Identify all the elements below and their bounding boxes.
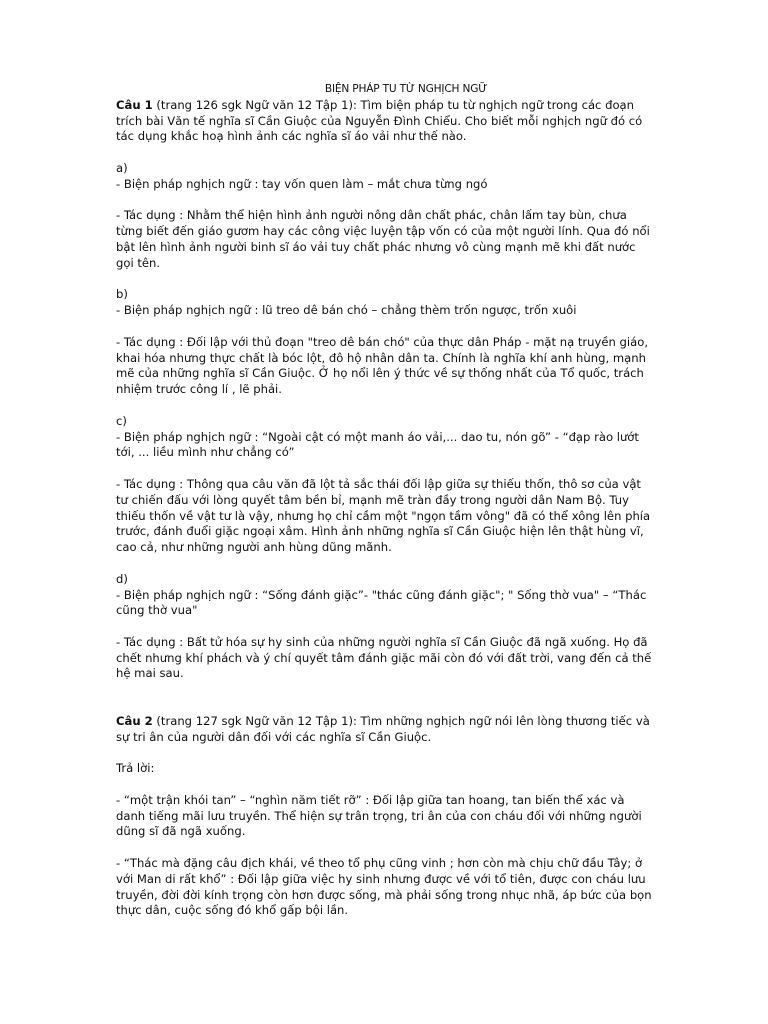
question-2-text: (trang 127 sgk Ngữ văn 12 Tập 1): Tìm những nghịch ngữ nói lên lòng thương tiếc và sự tri ân của người dân đối với các nghĩa sĩ Cần Giuộc.	[116, 713, 650, 744]
question-1-label: Câu 1	[116, 97, 153, 112]
part-a-effect: - Tác dụng : Nhằm thể hiện hình ảnh người nông dân chất phác, chân lấm tay bùn, chưa từng biết đến giáo gươm hay các công việc luyện tập vốn có của một người lính. Qua đó nổi bật lên hình ảnh người binh sĩ áo vải tuy chất phác nhưng vô cùng mạnh mẽ khi đất nước gọi tên.	[116, 208, 650, 270]
part-c-label: c)	[116, 413, 127, 428]
part-d-label: d)	[116, 571, 128, 586]
part-b-effect: - Tác dụng : Đối lập với thủ đoạn "treo dê bán chó" của thực dân Pháp - mặt nạ truyền giáo, khai hóa nhưng thực chất là bóc lột, đô hộ nhân dân ta. Chính là nghĩa khí anh hùng, mạnh mẽ của những nghĩa sĩ Cần Giuộc. Ở họ nổi lên ý thức về sự thống nhất của Tổ quốc, trách nhiệm trước công lí , lẽ phải.	[116, 334, 649, 397]
part-a-device: - Biện pháp nghịch ngữ : tay vốn quen làm – mắt chưa từng ngó	[116, 176, 488, 191]
part-c-effect: - Tác dụng : Thông qua câu văn đã lột tả sắc thái đối lập giữa sự thiếu thốn, thô sơ của vật tư chiến đấu với lòng quyết tâm bền bỉ, mạnh mẽ tràn đầy trong người dân Nam Bộ. Tuy thiếu thốn về vật tư là vậy, nhưng họ chỉ cầm một "ngọn tầm vông" đã có thể xông lên phía trước, đánh đuổi giặc ngoại xâm. Hình ảnh những nghĩa sĩ Cần Giuộc hiện lên thật hùng vĩ, cao cả, như những người anh hùng dũng mãnh.	[116, 476, 651, 555]
part-c-device: - Biện pháp nghịch ngữ : “Ngoài cật có một manh áo vải,... dao tu, nón gõ” - “đạp rào lướt tới, ... liều mình như chẳng có”	[116, 429, 639, 460]
part-d-effect: - Tác dụng : Bất tử hóa sự hy sinh của những người nghĩa sĩ Cần Giuộc đã ngã xuống. Họ đã chết nhưng khí phách và ý chí quyết tâm đánh giặc mãi còn đó với đất trời, vang đến cả thế hệ mai sau.	[116, 634, 652, 681]
question-2-prompt	[116, 714, 656, 746]
answer-item-2: - “Thác mà đặng câu địch khái, về theo tổ phụ cũng vinh ; hơn còn mà chịu chữ đầu Tây; ở với Man di rất khổ” : Đối lập giữa việc hy sinh nhưng được về với tổ tiên, được con cháu lưu truyền, đời đời kính trọng còn hơn được sống, mà phải sống trong nhục nhã, áp bức của bọn thực dân, cuộc sống đó khổ gấp bội lần.	[116, 856, 652, 918]
document-page	[116, 82, 656, 919]
answer-item-1: - “một trận khói tan” – “nghìn năm tiết rỡ” : Đối lập giữa tan hoang, tan biến thể xác và danh tiếng mãi lưu truyền. Thể hiện sự trân trọng, tri ân của con cháu đối với những người dũng sĩ đã ngã xuống.	[116, 792, 642, 839]
document-title: BIỆN PHÁP TU TỪ NGHỊCH NGỮ	[324, 83, 488, 95]
part-b-device: - Biện pháp nghịch ngữ : lũ treo dê bán chó – chẳng thèm trốn ngược, trốn xuôi	[116, 303, 577, 318]
part-d-device: - Biện pháp nghịch ngữ : “Sống đánh giặc”- "thác cũng đánh giặc"; " Sống thờ vua" – “Thác cũng thờ vua"	[116, 587, 647, 618]
answer-label: Trả lời:	[116, 761, 155, 776]
part-a-label: a)	[116, 160, 128, 175]
question-1-prompt	[116, 98, 656, 145]
part-b-label: b)	[116, 287, 128, 302]
question-1-text: (trang 126 sgk Ngữ văn 12 Tập 1): Tìm biện pháp tu từ nghịch ngữ trong các đoạn trích bài Văn tế nghĩa sĩ Cần Giuộc của Nguyễn Đình Chiểu. Cho biết mỗi nghịch ngữ đó có tác dụng khắc hoạ hình ảnh các nghĩa sĩ áo vải như thế nào.	[116, 97, 643, 144]
question-2-label: Câu 2	[116, 713, 153, 728]
